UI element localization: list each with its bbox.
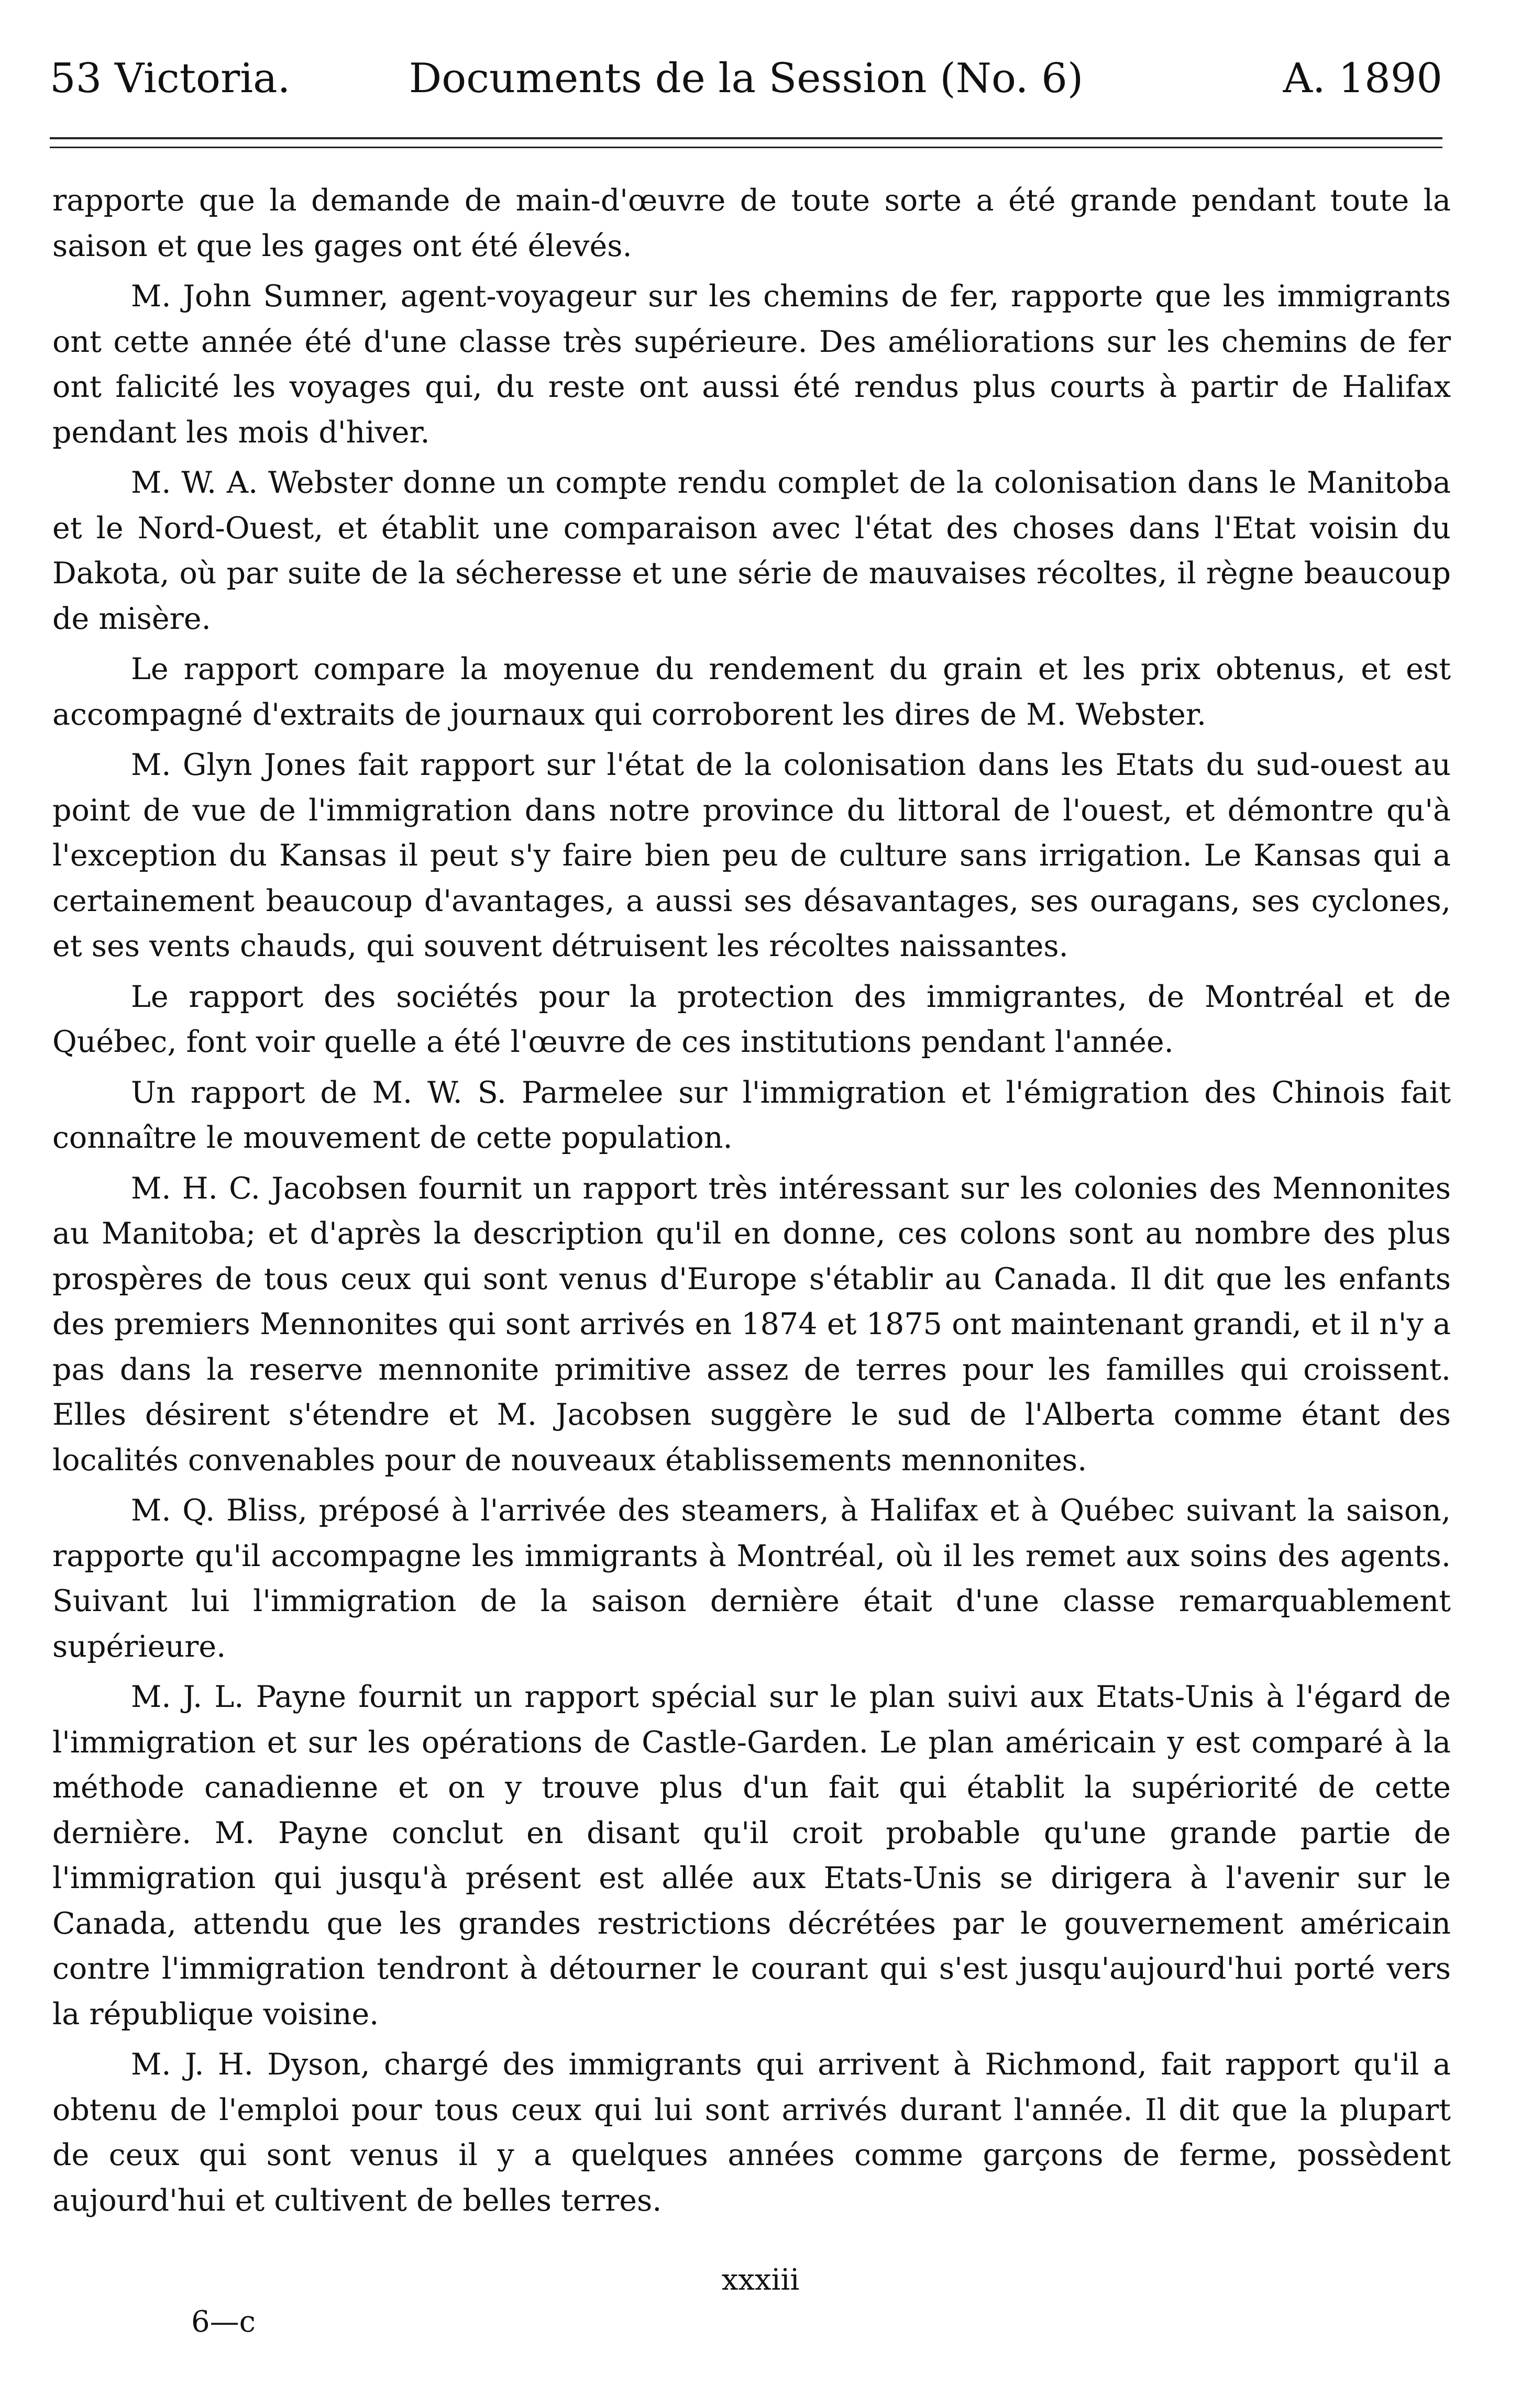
paragraph: Le rapport des sociétés pour la protection des immigrantes, de Montréal et de Québec, font voir quelle a été l'œuvre de ces institutions pendant l'année. (52, 979, 1451, 1059)
page-number: xxxiii (721, 2263, 800, 2297)
paragraph: M. H. C. Jacobsen fournit un rapport très intéressant sur les colonies des Mennonites au Manitoba; et d'après la description qu'il en donne, ces colons sont au nombre des plus prospères de tous ceux qui sont venus d'Europe s'établir au Canada. Il dit que les enfants des premiers Mennonites qui sont arrivés en 1874 et 1875 ont maintenant grandi, et il n'y a pas dans la reserve mennonite primitive assez de terres pour les familles qui croissent. Elles désirent s'étendre et M. Jacobsen suggère le sud de l'Alberta comme étant des localités convenables pour de nouveaux établissements mennonites. (52, 1171, 1451, 1478)
header-rule-thick (50, 137, 1442, 139)
paragraph: M. Q. Bliss, préposé à l'arrivée des steamers, à Halifax et à Québec suivant la saison, rapporte qu'il accompagne les immigrants à Montréal, où il les remet aux soins des agents. Suivant lui l'immigration de la saison dernière était d'une classe remarquablement supérieure. (52, 1493, 1451, 1664)
header-volume: 53 Victoria. (50, 55, 291, 102)
signature-mark: 6—c (191, 2305, 256, 2339)
running-header (50, 50, 1442, 107)
paragraph: Un rapport de M. W. S. Parmelee sur l'immigration et l'émigration des Chinois fait connaître le mouvement de cette population. (52, 1075, 1451, 1155)
header-year: A. 1890 (1283, 55, 1442, 102)
header-title: Documents de la Session (No. 6) (409, 55, 1084, 102)
paragraph: Le rapport compare la moyenue du rendement du grain et les prix obtenus, et est accompagné d'extraits de journaux qui corroborent les dires de M. Webster. (52, 652, 1451, 732)
paragraph: rapporte que la demande de main-d'œuvre de toute sorte a été grande pendant toute la saison et que les gages ont été élevés. (52, 183, 1451, 263)
paragraph: M. J. H. Dyson, chargé des immigrants qui arrivent à Richmond, fait rapport qu'il a obtenu de l'emploi pour tous ceux qui lui sont arrivés durant l'année. Il dit que la plupart de ceux qui sont venus il y a quelques années comme garçons de ferme, possèdent aujourd'hui et cultivent de belles terres. (52, 2047, 1451, 2218)
paragraph: M. J. L. Payne fournit un rapport spécial sur le plan suivi aux Etats-Unis à l'égard de l'immigration et sur les opérations de Castle-Garden. Le plan américain y est comparé à la méthode canadienne et on y trouve plus d'un fait qui établit la supériorité de cette dernière. M. Payne conclut en disant qu'il croit probable qu'une grande partie de l'immigration qui jusqu'à présent est allée aux Etats-Unis se dirigera à l'avenir sur le Canada, attendu que les grandes restrictions décrétées par le gouvernement américain contre l'immigration tendront à détourner le courant qui s'est jusqu'aujourd'hui porté vers la république voisine. (52, 1680, 1451, 2032)
paragraph: M. W. A. Webster donne un compte rendu complet de la colonisation dans le Manitoba et le Nord-Ouest, et établit une comparaison avec l'état des choses dans l'Etat voisin du Dakota, où par suite de la sécheresse et une série de mauvaises récoltes, il règne beaucoup de misère. (52, 465, 1451, 636)
header-rule-thin (50, 147, 1442, 148)
body-text (52, 178, 1451, 2228)
paragraph: M. Glyn Jones fait rapport sur l'état de la colonisation dans les Etats du sud-ouest au point de vue de l'immigration dans notre province du littoral de l'ouest, et démontre qu'à l'exception du Kansas il peut s'y faire bien peu de culture sans irrigation. Le Kansas qui a certainement beaucoup d'avantages, a aussi ses désavantages, ses ouragans, ses cyclones, et ses vents chauds, qui souvent détruisent les récoltes naissantes. (52, 748, 1451, 963)
paragraph: M. John Sumner, agent-voyageur sur les chemins de fer, rapporte que les immigrants ont cette année été d'une classe très supérieure. Des améliorations sur les chemins de fer ont falicité les voyages qui, du reste ont aussi été rendus plus courts à partir de Halifax pendant les mois d'hiver. (52, 279, 1451, 450)
